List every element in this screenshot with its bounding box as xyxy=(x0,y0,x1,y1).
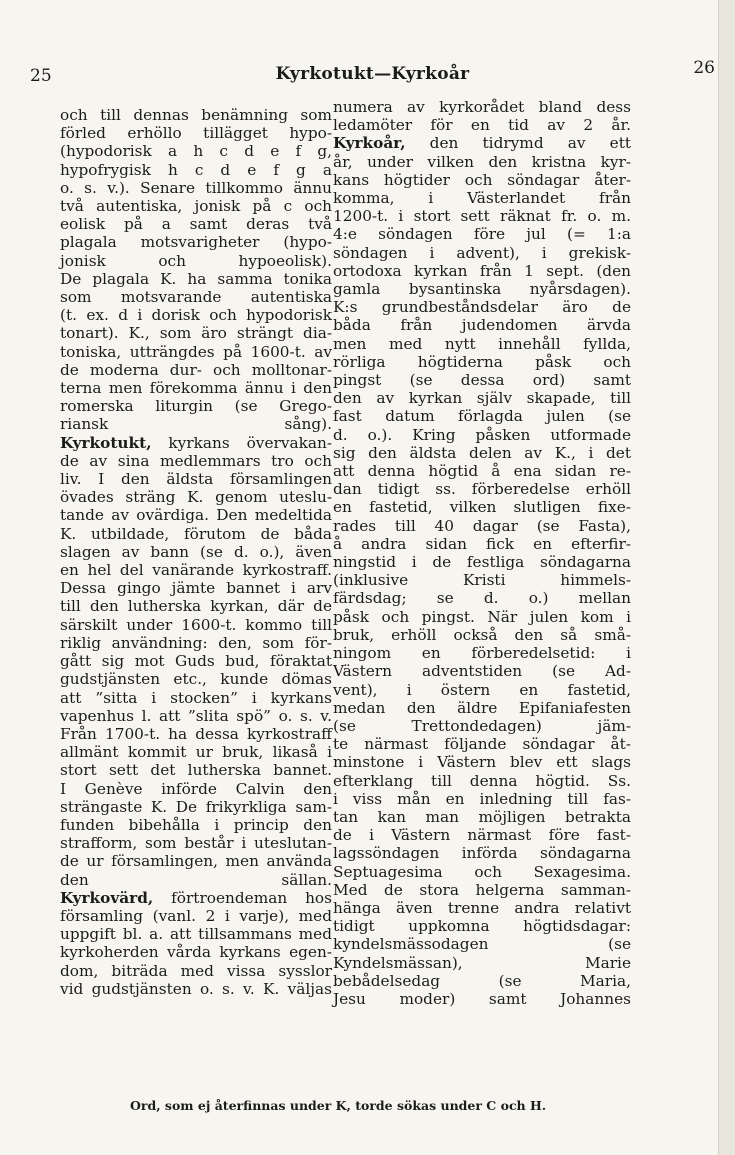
text-line xyxy=(60,361,332,379)
line-text: I Genève införde Calvin den xyxy=(60,779,332,798)
text-line xyxy=(333,753,631,771)
text-line xyxy=(60,871,332,889)
text-line xyxy=(60,561,332,579)
text-line xyxy=(333,863,631,881)
line-text: de i Västern närmast före fast- xyxy=(333,826,631,845)
line-text: riansk sång). xyxy=(60,415,332,434)
text-line xyxy=(333,644,631,662)
text-line xyxy=(60,142,332,160)
text-line xyxy=(333,972,631,990)
line-text: K. utbildade, förutom de båda xyxy=(60,524,332,543)
line-text: (t. ex. d i dorisk och hypodorisk xyxy=(60,306,332,325)
text-line xyxy=(60,816,332,834)
line-text: två autentiska, jonisk på c och xyxy=(60,197,332,216)
text-line xyxy=(60,743,332,761)
text-line xyxy=(60,761,332,779)
line-text: rades till 40 dagar (se Fasta), xyxy=(333,516,631,535)
line-text: gudstjänsten etc., kunde dömas xyxy=(60,670,332,689)
text-line xyxy=(333,772,631,790)
line-text: Från 1700-t. ha dessa kyrkostraff xyxy=(60,724,332,743)
text-line xyxy=(333,699,631,717)
right-column xyxy=(333,98,631,1008)
text-line xyxy=(333,335,631,353)
line-text: bruk, erhöll också den så små- xyxy=(333,625,631,644)
line-text: särskilt under 1600-t. kommo till xyxy=(60,615,332,634)
line-text: Jesu moder) samt Johannes xyxy=(333,989,631,1008)
line-text: och till dennas benämning som xyxy=(60,106,332,124)
text-line xyxy=(333,935,631,953)
text-line xyxy=(333,371,631,389)
line-text: påsk och pingst. När julen kom i xyxy=(333,607,631,626)
text-line xyxy=(333,244,631,262)
text-line xyxy=(333,98,631,116)
line-text: numera av kyrkorådet bland dess xyxy=(333,98,631,116)
line-text: komma, i Västerlandet från xyxy=(333,189,631,208)
line-text: De plagala K. ha samma tonika xyxy=(60,269,332,288)
line-text: kyndelsmässodagen (se xyxy=(333,935,631,954)
text-line xyxy=(60,780,332,798)
line-text: dom, biträda med vissa sysslor xyxy=(60,961,332,980)
line-text: d. o.). Kring påsken utformade xyxy=(333,425,631,444)
line-text: ledamöter för en tid av 2 år. xyxy=(333,116,631,135)
line-text: jonisk och hypoeolisk). xyxy=(60,251,332,270)
text-line xyxy=(333,681,631,699)
line-text: de ur församlingen, men använda xyxy=(60,852,332,871)
line-text: Kyndelsmässan), Marie xyxy=(333,953,631,972)
line-text: en fastetid, vilken slutligen fixe- xyxy=(333,498,631,517)
text-line xyxy=(60,925,332,943)
line-text: tan kan man möjligen betrakta xyxy=(333,807,631,826)
text-line xyxy=(333,517,631,535)
line-text: båda från judendomen ärvda xyxy=(333,316,631,335)
text-line xyxy=(333,444,631,462)
text-line xyxy=(333,881,631,899)
text-line xyxy=(333,553,631,571)
line-text: lagssöndagen införda söndagarna xyxy=(333,844,631,863)
line-text: toniska, utträngdes på 1600-t. av xyxy=(60,342,332,361)
text-line xyxy=(333,207,631,225)
line-text: K:s grundbeståndsdelar äro de xyxy=(333,298,631,317)
text-line xyxy=(60,124,332,142)
text-line xyxy=(333,808,631,826)
text-line xyxy=(333,717,631,735)
text-line xyxy=(60,707,332,725)
running-header xyxy=(30,58,715,98)
line-text: (se Trettondedagen) jäm- xyxy=(333,716,631,735)
text-line xyxy=(60,397,332,415)
text-line xyxy=(333,116,631,134)
line-text: förtroendeman hos xyxy=(153,888,332,907)
line-text: Dessa gingo jämte bannet i arv xyxy=(60,579,332,598)
line-text: kyrkans övervakan- xyxy=(151,433,332,452)
line-text: Västern adventstiden (se Ad- xyxy=(333,662,631,681)
line-text: efterklang till denna högtid. Ss. xyxy=(333,771,631,790)
line-text: år, under vilken den kristna kyr- xyxy=(333,152,631,171)
line-text: allmänt kommit ur bruk, likaså i xyxy=(60,743,332,762)
text-line xyxy=(60,670,332,688)
text-line xyxy=(60,161,332,179)
text-line xyxy=(60,324,332,342)
line-text: Septuagesima och Sexagesima. xyxy=(333,862,631,881)
text-line xyxy=(60,579,332,597)
line-text: Med de stora helgerna samman- xyxy=(333,880,631,899)
text-line xyxy=(60,525,332,543)
line-text: plagala motsvarigheter (hypo- xyxy=(60,233,332,252)
line-text: riklig användning: den, som för- xyxy=(60,633,332,652)
line-text: de moderna dur- och molltonar- xyxy=(60,360,332,379)
text-line xyxy=(333,189,631,207)
line-text: att ”sitta i stocken” i kyrkans xyxy=(60,688,332,707)
line-text: en hel del vanärande kyrkostraff. xyxy=(60,561,332,580)
line-text: den sällan. xyxy=(60,870,332,889)
text-line xyxy=(60,343,332,361)
line-text: att denna högtid å ena sidan re- xyxy=(333,462,631,481)
text-line xyxy=(60,470,332,488)
text-line xyxy=(333,316,631,334)
text-line xyxy=(333,790,631,808)
line-text: församling (vanl. 2 i varje), med xyxy=(60,906,332,925)
text-line xyxy=(333,571,631,589)
line-text: hänga även trenne andra relativt xyxy=(333,898,631,917)
text-line xyxy=(60,725,332,743)
text-line xyxy=(60,506,332,524)
text-line xyxy=(60,597,332,615)
line-text: medan den äldre Epifaniafesten xyxy=(333,698,631,717)
text-line xyxy=(333,844,631,862)
text-line xyxy=(60,634,332,652)
text-line xyxy=(333,426,631,444)
line-text: förled erhöllo tillägget hypo- xyxy=(60,124,332,143)
text-line xyxy=(333,153,631,171)
line-text: vapenhus l. att ”slita spö” o. s. v. xyxy=(60,706,332,725)
text-line xyxy=(60,834,332,852)
line-text: tidigt uppkomna högtidsdagar: xyxy=(333,917,631,936)
line-text: (hypodorisk a h c d e f g, xyxy=(60,142,332,161)
text-line xyxy=(60,434,332,452)
line-text: de av sina medlemmars tro och xyxy=(60,451,332,470)
line-text: stort sett det lutherska bannet. xyxy=(60,761,332,780)
text-line xyxy=(60,943,332,961)
text-line xyxy=(333,589,631,607)
text-line xyxy=(333,608,631,626)
text-line xyxy=(333,134,631,152)
text-line xyxy=(60,980,332,998)
text-line xyxy=(333,171,631,189)
line-text: men med nytt innehåll fyllda, xyxy=(333,334,631,353)
headword: Kyrkoår, xyxy=(333,134,406,153)
line-text: söndagen i advent), i grekisk- xyxy=(333,243,631,262)
line-text: te närmast följande söndagar åt- xyxy=(333,735,631,754)
line-text: romerska liturgin (se Grego- xyxy=(60,397,332,416)
line-text: slagen av bann (se d. o.), även xyxy=(60,542,332,561)
line-text: ningstid i de festliga söndagarna xyxy=(333,553,631,572)
text-line xyxy=(333,407,631,425)
text-line xyxy=(60,252,332,270)
text-line xyxy=(333,535,631,553)
text-line xyxy=(60,907,332,925)
line-text: o. s. v.). Senare tillkommo ännu xyxy=(60,178,332,197)
line-text: färdsdag; se d. o.) mellan xyxy=(333,589,631,608)
line-text: dan tidigt ss. förberedelse erhöll xyxy=(333,480,631,499)
text-line xyxy=(333,826,631,844)
text-line xyxy=(60,689,332,707)
line-text: bebådelsedag (se Maria, xyxy=(333,971,631,990)
headword: Kyrkovärd, xyxy=(60,888,154,907)
text-line xyxy=(333,954,631,972)
line-text: ortodoxa kyrkan från 1 sept. (den xyxy=(333,261,631,280)
line-text: (inklusive Kristi himmels- xyxy=(333,571,631,590)
text-line xyxy=(60,415,332,433)
line-text: fast datum förlagda julen (se xyxy=(333,407,631,426)
line-text: tonart). K., som äro strängt dia- xyxy=(60,324,332,343)
line-text: som motsvarande autentiska xyxy=(60,288,332,307)
text-line xyxy=(333,353,631,371)
line-text: funden bibehålla i princip den xyxy=(60,815,332,834)
line-text: minstone i Västern blev ett slags xyxy=(333,753,631,772)
line-text: liv. I den äldsta församlingen xyxy=(60,470,332,489)
line-text: gått sig mot Guds bud, föraktat xyxy=(60,652,332,671)
text-line xyxy=(60,798,332,816)
text-line xyxy=(60,306,332,324)
text-line xyxy=(60,652,332,670)
line-text: tande av ovärdiga. Den medeltida xyxy=(60,506,332,525)
text-line xyxy=(60,852,332,870)
line-text: uppgift bl. a. att tillsammans med xyxy=(60,925,332,944)
line-text: kans högtider och söndagar åter- xyxy=(333,170,631,189)
line-text: vid gudstjänsten o. s. v. K. väljas xyxy=(60,979,332,998)
text-line xyxy=(333,990,631,1008)
text-line xyxy=(333,225,631,243)
text-line xyxy=(333,735,631,753)
text-line xyxy=(60,488,332,506)
text-line xyxy=(60,288,332,306)
line-text: pingst (se dessa ord) samt xyxy=(333,371,631,390)
page-edge xyxy=(718,0,735,1155)
text-line xyxy=(60,215,332,233)
line-text: sig den äldsta delen av K., i det xyxy=(333,443,631,462)
text-line xyxy=(333,662,631,680)
text-line xyxy=(333,280,631,298)
line-text: eolisk på a samt deras två xyxy=(60,215,332,234)
line-text: terna men förekomma ännu i den xyxy=(60,379,332,398)
text-line xyxy=(333,298,631,316)
text-line xyxy=(333,917,631,935)
line-text: rörliga högtiderna påsk och xyxy=(333,352,631,371)
line-text: övades sträng K. genom uteslu- xyxy=(60,488,332,507)
text-line xyxy=(333,480,631,498)
line-text: ningom en förberedelsetid: i xyxy=(333,644,631,663)
text-line xyxy=(60,233,332,251)
text-line xyxy=(333,262,631,280)
line-text: 1200-t. i stort sett räknat fr. o. m. xyxy=(333,207,631,226)
line-text: å andra sidan fick en efterfir- xyxy=(333,534,631,553)
line-text: den av kyrkan själv skapade, till xyxy=(333,389,631,408)
line-text: den tidrymd av ett xyxy=(405,134,631,153)
text-line xyxy=(60,962,332,980)
line-text: till den lutherska kyrkan, där de xyxy=(60,597,332,616)
line-text: vent), i östern en fastetid, xyxy=(333,680,631,699)
text-line xyxy=(60,543,332,561)
text-line xyxy=(333,498,631,516)
text-line xyxy=(60,106,332,124)
text-line xyxy=(60,379,332,397)
line-text: gamla bysantinska nyårsdagen). xyxy=(333,280,631,299)
text-line xyxy=(60,197,332,215)
text-line xyxy=(60,270,332,288)
text-line xyxy=(333,389,631,407)
line-text: 4:e söndagen före jul (= 1:a xyxy=(333,225,631,244)
text-line xyxy=(333,899,631,917)
line-text: strafform, som består i uteslutan- xyxy=(60,834,332,853)
text-line xyxy=(60,889,332,907)
text-line xyxy=(60,452,332,470)
running-title: Kyrkotukt—Kyrkoår xyxy=(275,64,470,84)
text-line xyxy=(333,462,631,480)
page-number-right: 26 xyxy=(693,58,715,78)
text-line xyxy=(60,616,332,634)
headword: Kyrkotukt, xyxy=(60,433,152,452)
line-text: kyrkoherden vårda kyrkans egen- xyxy=(60,943,332,962)
line-text: strängaste K. De frikyrkliga sam- xyxy=(60,797,332,816)
footer-note: Ord, som ej återfinnas under K, torde sökas under C och H. xyxy=(130,1098,547,1113)
left-column xyxy=(60,106,332,998)
page-number-left: 25 xyxy=(30,66,52,86)
text-line xyxy=(333,626,631,644)
line-text: hypofrygisk h c d e f g a xyxy=(60,160,332,179)
text-line xyxy=(60,179,332,197)
line-text: i viss mån en inledning till fas- xyxy=(333,789,631,808)
